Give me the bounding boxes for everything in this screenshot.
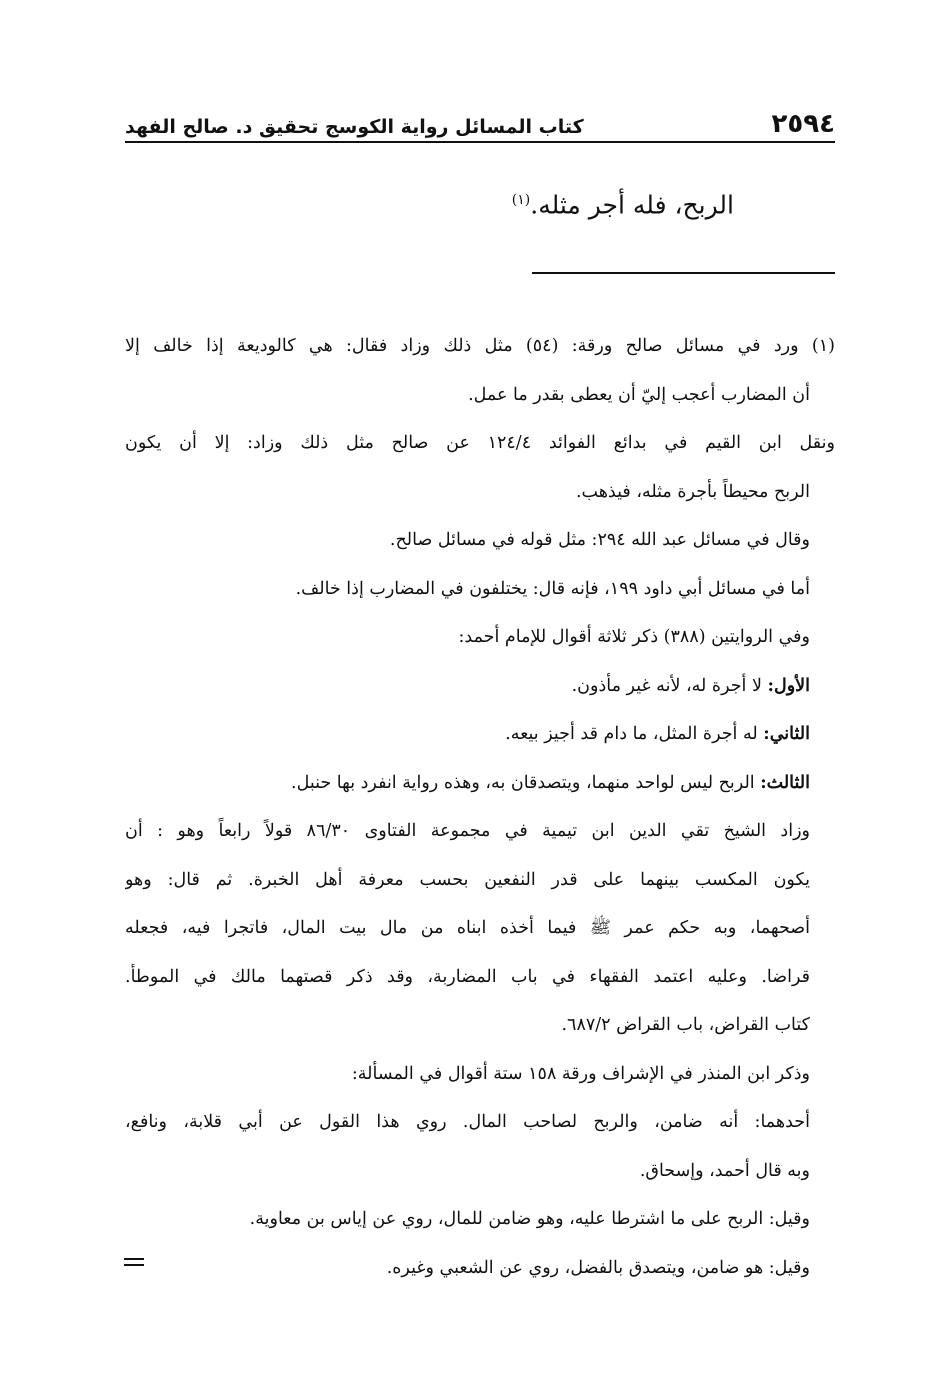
opinion-label: الثاني: (763, 724, 810, 744)
footnote-line: (١) ورد في مسائل صالح ورقة: (٥٤) مثل ذلك وزاد فقال: هي كالوديعة إذا خالف إلا (125, 336, 835, 356)
footnote-line: ونقل ابن القيم في بدائع الفوائد ١٢٤/٤ عن صالح مثل ذلك وزاد: إلا أن يكون (125, 433, 835, 453)
footnote-line: وزاد الشيخ تقي الدين ابن تيمية في مجموعة الفتاوى ٨٦/٣٠ قولاً رابعاً وهو : أن (125, 821, 810, 841)
footnote-line: وقيل: هو ضامن، ويتصدق بالفضل، روي عن الشعبي وغيره. (386, 1257, 810, 1278)
footnote-line: أن المضارب أعجب إليّ أن يعطى بقدر ما عمل. (468, 384, 810, 405)
footnote-line: وقال في مسائل عبد الله ٢٩٤: مثل قوله في مسائل صالح. (389, 530, 810, 550)
opinion-label: الأول: (767, 675, 810, 696)
footnote-line: أصحهما، وبه حكم عمر ﷺ فيما أخذه ابناه من مال بيت المال، فاتجرا فيه، فجعله (125, 918, 810, 938)
main-text: الربح، فله أجر مثله. (530, 190, 734, 220)
footnote-line: قراضا. وعليه اعتمد الفقهاء في باب المضاربة، وقد ذكر قصتهما مالك في الموطأ. (125, 966, 810, 987)
footnote-line: يكون المكسب بينهما على قدر النفعين بحسب معرفة أهل الخبرة. ثم قال: وهو (125, 869, 810, 890)
footnote-line: وذكر ابن المنذر في الإشراف ورقة ١٥٨ ستة أقوال في المسألة: (351, 1063, 810, 1084)
page-number: ٢٥٩٤ (771, 109, 835, 139)
footnote-line: أما في مسائل أبي داود ١٩٩، فإنه قال: يختلفون في المضارب إذا خالف. (295, 578, 810, 599)
footnote-line: الثالث: الربح ليس لواحد منهما، ويتصدقان به، وهذه رواية انفرد بها حنبل. (291, 772, 810, 793)
footnote-line: كتاب القراض، باب القراض ٦٨٧/٢. (561, 1015, 810, 1035)
running-head (125, 93, 835, 137)
footnote-line: وبه قال أحمد، وإسحاق. (639, 1160, 810, 1181)
header-rule (125, 141, 835, 143)
footnote-line: أحدهما: أنه ضامن، والربح لصاحب المال. روي هذا القول عن أبي قلابة، ونافع، (125, 1112, 810, 1132)
main-text-line (512, 180, 734, 225)
footnote-block (125, 322, 835, 1292)
footnote-line: وفي الروايتين (٣٨٨) ذكر ثلاثة أقوال للإمام أحمد: (458, 627, 810, 647)
footnote-line: الأول: لا أجرة له، لأنه غير مأذون. (571, 675, 810, 696)
opinion-label: الثالث: (760, 772, 810, 793)
continuation-mark (124, 1258, 144, 1266)
footnote-separator (532, 272, 835, 274)
running-title: كتاب المسائل رواية الكوسج تحقيق د. صالح الفهد (125, 116, 584, 138)
footnote-line: وقيل: الربح على ما اشترطا عليه، وهو ضامن للمال، روي عن إياس بن معاوية. (249, 1209, 810, 1229)
footnote-reference: (١) (511, 192, 531, 208)
footnote-line: الثاني: له أجرة المثل، ما دام قد أجيز بيعه. (505, 724, 810, 744)
footnote-line: الربح محيطاً بأجرة مثله، فيذهب. (575, 481, 810, 502)
